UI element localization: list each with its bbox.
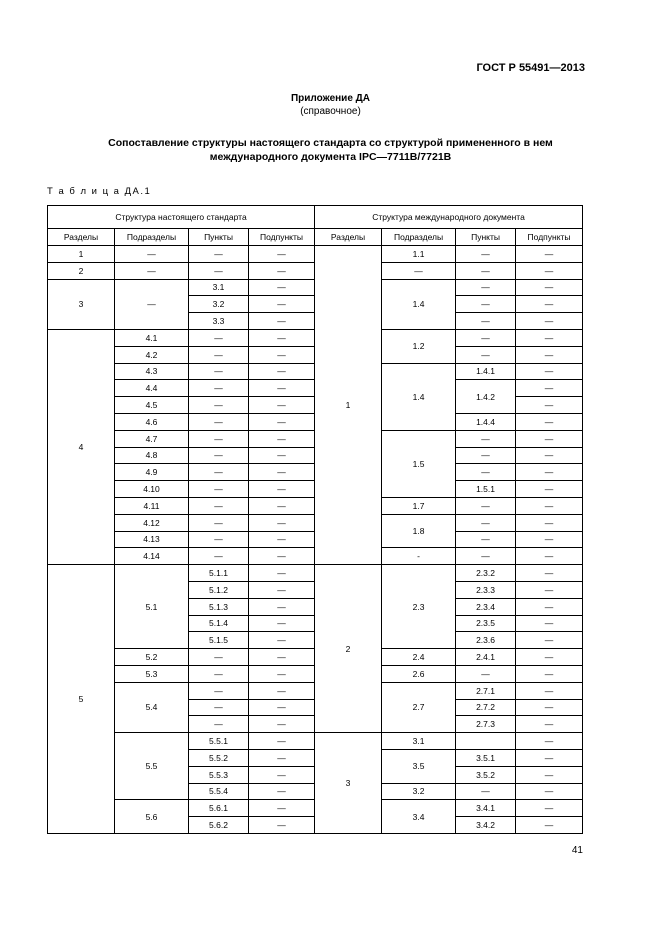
left-item-cell: — <box>189 514 249 531</box>
right-subitem-cell: — <box>516 497 583 514</box>
right-subitem-cell: — <box>516 783 583 800</box>
right-item-cell: 1.4.1 <box>456 363 516 380</box>
left-subitem-cell: — <box>249 817 315 834</box>
right-section-cell: 3 <box>315 733 382 834</box>
left-subitem-cell: — <box>249 514 315 531</box>
left-section-cell: 1 <box>48 246 115 263</box>
left-item-cell: 5.5.3 <box>189 766 249 783</box>
right-subitem-cell: — <box>516 464 583 481</box>
left-item-cell: — <box>189 682 249 699</box>
right-section-cell: 2 <box>315 565 382 733</box>
left-section-cell: 3 <box>48 279 115 329</box>
right-item-cell: — <box>456 313 516 330</box>
left-item-cell: 3.1 <box>189 279 249 296</box>
right-item-cell: — <box>456 665 516 682</box>
left-subitem-cell: — <box>249 481 315 498</box>
right-subsection-cell: 3.1 <box>382 733 456 750</box>
right-item-cell: — <box>456 783 516 800</box>
right-subitem-cell: — <box>516 682 583 699</box>
left-subitem-cell: — <box>249 649 315 666</box>
right-item-cell: 3.5.2 <box>456 766 516 783</box>
table-caption: Т а б л и ц а ДА.1 <box>47 186 152 197</box>
right-subitem-cell: — <box>516 817 583 834</box>
column-header: Разделы <box>315 229 382 246</box>
right-item-cell <box>456 733 516 750</box>
left-item-cell: — <box>189 464 249 481</box>
left-subsection-cell: 4.7 <box>115 430 189 447</box>
left-section-cell: 4 <box>48 329 115 564</box>
left-subitem-cell: — <box>249 733 315 750</box>
right-item-cell: — <box>456 531 516 548</box>
left-item-cell: — <box>189 699 249 716</box>
left-subsection-cell: 4.3 <box>115 363 189 380</box>
left-subsection-cell: 5.2 <box>115 649 189 666</box>
left-subitem-cell: — <box>249 464 315 481</box>
left-subitem-cell: — <box>249 665 315 682</box>
right-subsection-cell: 1.7 <box>382 497 456 514</box>
right-item-cell: 1.4.2 <box>456 380 516 414</box>
right-item-cell: 2.3.4 <box>456 598 516 615</box>
left-subitem-cell: — <box>249 329 315 346</box>
left-subsection-cell: 4.10 <box>115 481 189 498</box>
left-subsection-cell: 5.6 <box>115 800 189 834</box>
right-subitem-cell: — <box>516 246 583 263</box>
left-subsection-cell: 4.8 <box>115 447 189 464</box>
left-subsection-cell: 4.4 <box>115 380 189 397</box>
left-subitem-cell: — <box>249 699 315 716</box>
right-item-cell: — <box>456 464 516 481</box>
right-item-cell: — <box>456 246 516 263</box>
right-item-cell: 2.3.2 <box>456 565 516 582</box>
left-item-cell: — <box>189 548 249 565</box>
right-subitem-cell: — <box>516 548 583 565</box>
left-section-cell: 2 <box>48 262 115 279</box>
left-subitem-cell: — <box>249 380 315 397</box>
left-item-cell: 5.1.5 <box>189 632 249 649</box>
left-subsection-cell: — <box>115 262 189 279</box>
left-subsection-cell: 4.5 <box>115 397 189 414</box>
left-subsection-cell: 4.9 <box>115 464 189 481</box>
left-subitem-cell: — <box>249 800 315 817</box>
left-subsection-cell: — <box>115 279 189 329</box>
left-subitem-cell: — <box>249 632 315 649</box>
left-item-cell: — <box>189 531 249 548</box>
left-subitem-cell: — <box>249 749 315 766</box>
right-subsection-cell: - <box>382 548 456 565</box>
left-subitem-cell: — <box>249 363 315 380</box>
right-item-cell: 3.4.1 <box>456 800 516 817</box>
right-item-cell: 2.3.3 <box>456 581 516 598</box>
document-title-line-1: Сопоставление структуры настоящего стандарта со структурой примененного в нем <box>108 137 553 149</box>
document-title-line-2: международного документа IPC—7711B/7721B <box>209 151 452 163</box>
right-item-cell: 3.5.1 <box>456 749 516 766</box>
column-header-row <box>48 229 583 246</box>
right-subitem-cell: — <box>516 363 583 380</box>
right-subitem-cell: — <box>516 481 583 498</box>
right-subsection-cell: 1.1 <box>382 246 456 263</box>
left-item-cell: 3.2 <box>189 296 249 313</box>
left-subitem-cell: — <box>249 413 315 430</box>
right-subitem-cell: — <box>516 766 583 783</box>
right-item-cell: 2.4.1 <box>456 649 516 666</box>
right-subsection-cell: 2.3 <box>382 565 456 649</box>
left-item-cell: — <box>189 246 249 263</box>
left-subitem-cell: — <box>249 296 315 313</box>
left-subitem-cell: — <box>249 531 315 548</box>
left-item-cell: 5.5.1 <box>189 733 249 750</box>
right-subitem-cell: — <box>516 397 583 414</box>
right-item-cell: — <box>456 296 516 313</box>
appendix-title: Приложение ДА <box>290 93 371 104</box>
left-item-cell: — <box>189 665 249 682</box>
group-header-row <box>48 206 583 229</box>
left-subitem-cell: — <box>249 447 315 464</box>
left-subitem-cell: — <box>249 565 315 582</box>
table-body <box>48 206 583 834</box>
right-subitem-cell: — <box>516 632 583 649</box>
left-subsection-cell: — <box>115 246 189 263</box>
right-subitem-cell: — <box>516 514 583 531</box>
left-item-cell: — <box>189 481 249 498</box>
left-item-cell: 5.5.4 <box>189 783 249 800</box>
right-subsection-cell: 3.2 <box>382 783 456 800</box>
left-item-cell: — <box>189 716 249 733</box>
left-subitem-cell: — <box>249 346 315 363</box>
right-subsection-cell: 2.6 <box>382 665 456 682</box>
right-item-cell: — <box>456 346 516 363</box>
left-subsection-cell: 4.13 <box>115 531 189 548</box>
right-subsection-cell: 1.4 <box>382 363 456 430</box>
right-subitem-cell: — <box>516 430 583 447</box>
table-row <box>48 565 583 582</box>
right-item-cell: 1.5.1 <box>456 481 516 498</box>
right-subitem-cell: — <box>516 329 583 346</box>
right-subitem-cell: — <box>516 413 583 430</box>
left-item-cell: 3.3 <box>189 313 249 330</box>
right-item-cell: 3.4.2 <box>456 817 516 834</box>
right-item-cell: — <box>456 548 516 565</box>
column-header: Подразделы <box>382 229 456 246</box>
table-row <box>48 733 583 750</box>
left-subsection-cell: 5.1 <box>115 565 189 649</box>
right-subitem-cell: — <box>516 800 583 817</box>
right-item-cell: — <box>456 279 516 296</box>
right-subitem-cell: — <box>516 447 583 464</box>
right-subsection-cell: — <box>382 262 456 279</box>
left-item-cell: — <box>189 430 249 447</box>
left-item-cell: 5.1.1 <box>189 565 249 582</box>
left-subitem-cell: — <box>249 766 315 783</box>
right-subsection-cell: 1.5 <box>382 430 456 497</box>
left-item-cell: — <box>189 497 249 514</box>
left-item-cell: — <box>189 380 249 397</box>
left-subitem-cell: — <box>249 497 315 514</box>
left-subitem-cell: — <box>249 598 315 615</box>
left-item-cell: 5.6.2 <box>189 817 249 834</box>
column-header: Пункты <box>189 229 249 246</box>
left-subitem-cell: — <box>249 262 315 279</box>
right-item-cell: 2.7.2 <box>456 699 516 716</box>
page-number: 41 <box>571 845 583 856</box>
left-subitem-cell: — <box>249 783 315 800</box>
left-item-cell: — <box>189 649 249 666</box>
right-item-cell: — <box>456 514 516 531</box>
left-subitem-cell: — <box>249 430 315 447</box>
left-subitem-cell: — <box>249 246 315 263</box>
column-header: Подразделы <box>115 229 189 246</box>
column-header: Подпункты <box>516 229 583 246</box>
left-subsection-cell: 5.5 <box>115 733 189 800</box>
right-subitem-cell: — <box>516 531 583 548</box>
appendix-subtitle: (справочное) <box>300 106 361 117</box>
document-title <box>40 136 621 164</box>
left-item-cell: 5.1.3 <box>189 598 249 615</box>
left-subsection-cell: 4.2 <box>115 346 189 363</box>
right-subitem-cell: — <box>516 581 583 598</box>
right-subitem-cell: — <box>516 749 583 766</box>
left-item-cell: — <box>189 397 249 414</box>
column-header: Разделы <box>48 229 115 246</box>
right-subitem-cell: — <box>516 649 583 666</box>
right-subsection-cell: 1.8 <box>382 514 456 548</box>
left-item-cell: — <box>189 329 249 346</box>
left-item-cell: 5.5.2 <box>189 749 249 766</box>
column-header: Пункты <box>456 229 516 246</box>
left-item-cell: 5.6.1 <box>189 800 249 817</box>
left-subitem-cell: — <box>249 313 315 330</box>
left-subsection-cell: 4.6 <box>115 413 189 430</box>
appendix-heading <box>0 92 661 118</box>
left-item-cell: — <box>189 262 249 279</box>
left-item-cell: 5.1.2 <box>189 581 249 598</box>
right-subitem-cell: — <box>516 699 583 716</box>
left-section-cell: 5 <box>48 565 115 834</box>
left-item-cell: — <box>189 363 249 380</box>
right-subitem-cell: — <box>516 262 583 279</box>
right-item-cell: — <box>456 497 516 514</box>
right-subitem-cell: — <box>516 565 583 582</box>
right-subsection-cell: 2.7 <box>382 682 456 732</box>
right-item-cell: — <box>456 447 516 464</box>
left-subsection-cell: 4.11 <box>115 497 189 514</box>
right-item-cell: 2.3.6 <box>456 632 516 649</box>
left-subsection-cell: 4.1 <box>115 329 189 346</box>
right-item-cell: 2.7.3 <box>456 716 516 733</box>
comparison-table <box>47 205 583 834</box>
right-subitem-cell: — <box>516 733 583 750</box>
table-row <box>48 246 583 263</box>
left-subitem-cell: — <box>249 279 315 296</box>
left-item-cell: 5.1.4 <box>189 615 249 632</box>
right-subitem-cell: — <box>516 296 583 313</box>
right-subsection-cell: 1.2 <box>382 329 456 363</box>
left-item-cell: — <box>189 346 249 363</box>
left-subitem-cell: — <box>249 548 315 565</box>
right-section-cell: 1 <box>315 246 382 565</box>
left-subitem-cell: — <box>249 716 315 733</box>
group-header-left: Структура настоящего стандарта <box>48 206 315 229</box>
left-subsection-cell: 4.14 <box>115 548 189 565</box>
right-subitem-cell: — <box>516 346 583 363</box>
left-item-cell: — <box>189 447 249 464</box>
right-item-cell: 2.3.5 <box>456 615 516 632</box>
right-subitem-cell: — <box>516 313 583 330</box>
left-subitem-cell: — <box>249 682 315 699</box>
left-item-cell: — <box>189 413 249 430</box>
right-subitem-cell: — <box>516 380 583 397</box>
right-item-cell: — <box>456 430 516 447</box>
right-item-cell: 1.4.4 <box>456 413 516 430</box>
right-subsection-cell: 3.5 <box>382 749 456 783</box>
right-subitem-cell: — <box>516 615 583 632</box>
right-item-cell: — <box>456 329 516 346</box>
document-code: ГОСТ Р 55491—2013 <box>476 62 585 74</box>
right-subitem-cell: — <box>516 665 583 682</box>
column-header: Подпункты <box>249 229 315 246</box>
right-item-cell: 2.7.1 <box>456 682 516 699</box>
right-subitem-cell: — <box>516 598 583 615</box>
left-subsection-cell: 5.4 <box>115 682 189 732</box>
group-header-right: Структура международного документа <box>315 206 583 229</box>
right-item-cell: — <box>456 262 516 279</box>
left-subitem-cell: — <box>249 581 315 598</box>
left-subitem-cell: — <box>249 397 315 414</box>
right-subsection-cell: 3.4 <box>382 800 456 834</box>
left-subsection-cell: 4.12 <box>115 514 189 531</box>
right-subsection-cell: 1.4 <box>382 279 456 329</box>
right-subsection-cell: 2.4 <box>382 649 456 666</box>
left-subsection-cell: 5.3 <box>115 665 189 682</box>
right-subitem-cell: — <box>516 279 583 296</box>
right-subitem-cell: — <box>516 716 583 733</box>
left-subitem-cell: — <box>249 615 315 632</box>
